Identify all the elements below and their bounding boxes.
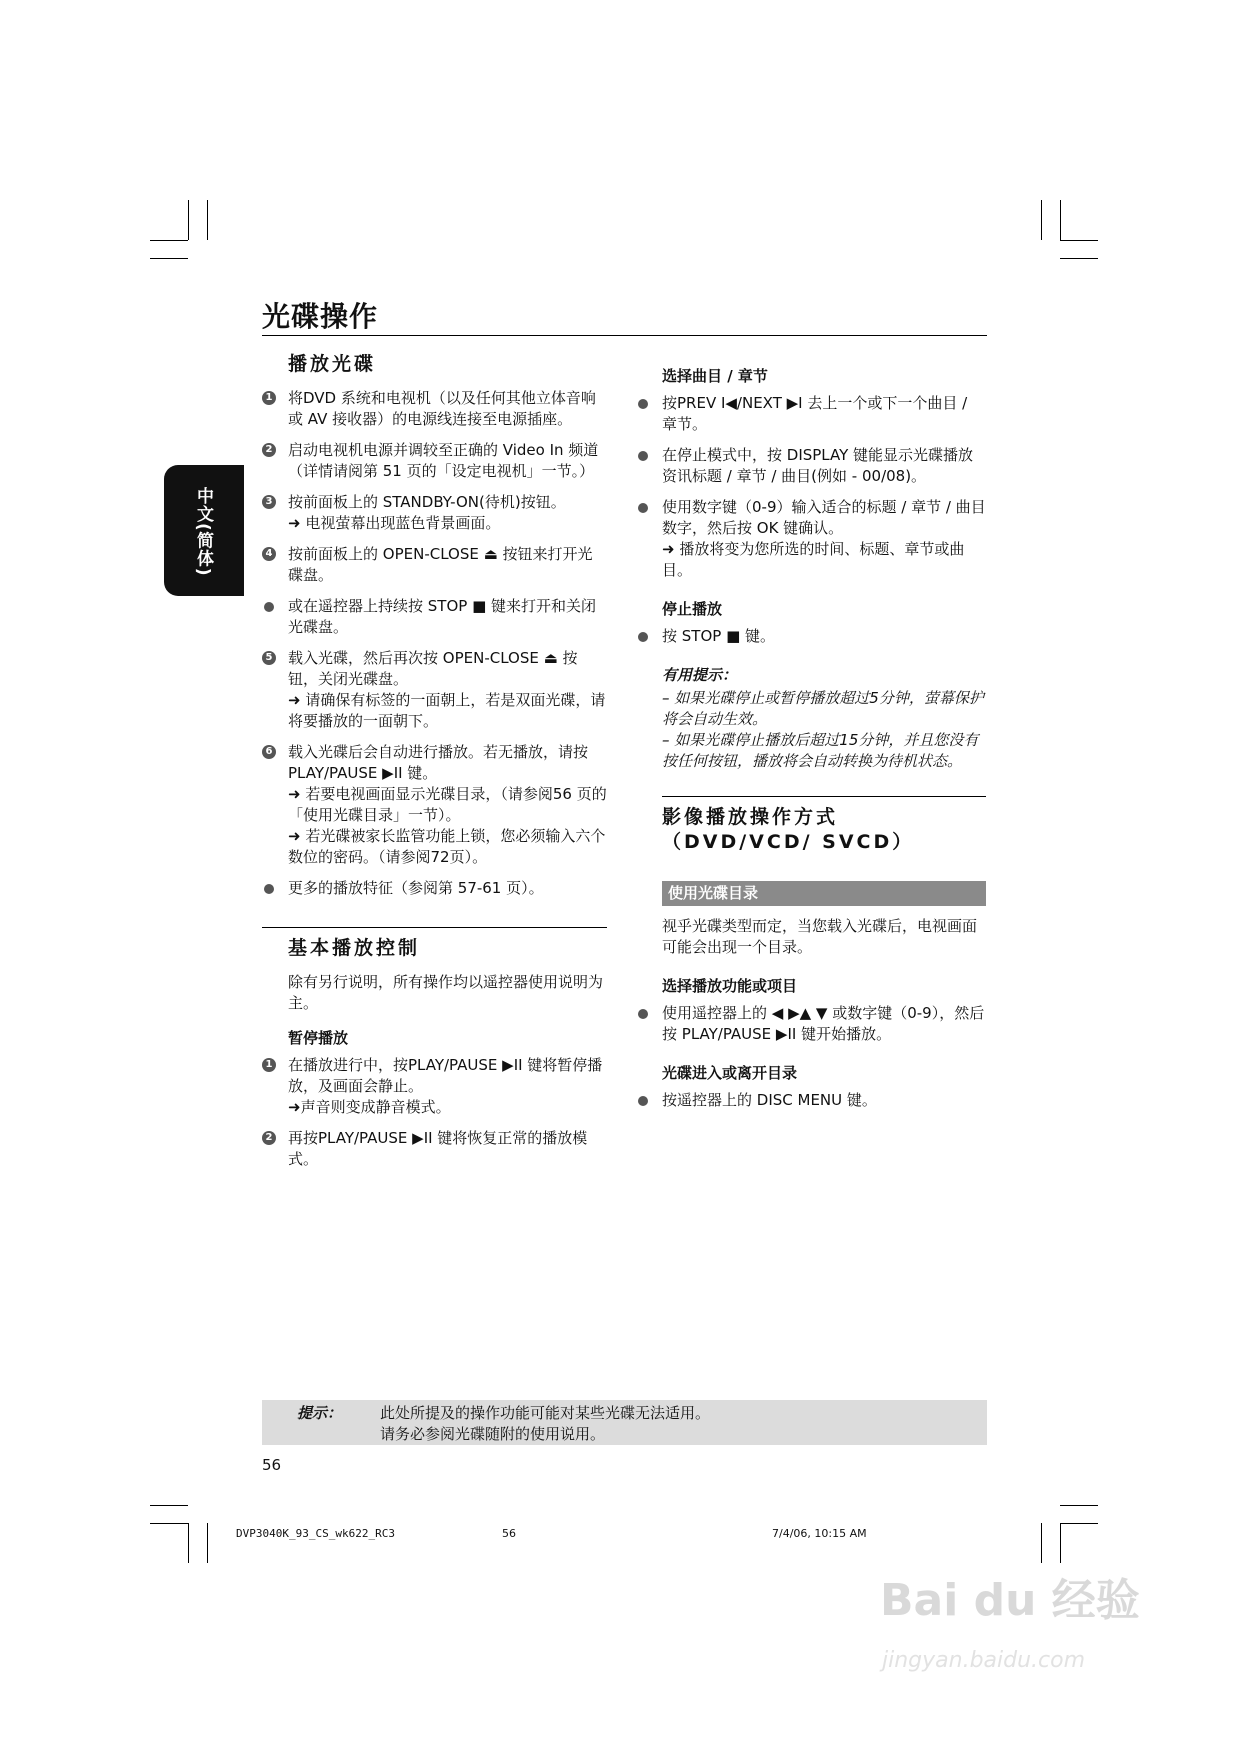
play-disc-step-item — [262, 492, 607, 534]
bullet-icon — [638, 503, 648, 513]
play-disc-steps — [262, 388, 607, 899]
play-disc-step-line: ➜ 请确保有标签的一面朝上，若是双面光碟，请将要播放的一面朝下。 — [288, 691, 606, 730]
bullet-icon — [264, 884, 274, 894]
section-heading-play-disc: 播放光碟 — [288, 353, 377, 375]
page-title: 光碟操作 — [262, 300, 379, 333]
pause-step-item — [262, 1055, 607, 1118]
basic-control-intro: 除有另行说明，所有操作均以遥控器使用说明为主。 — [288, 973, 604, 1012]
select-track-item — [636, 497, 986, 581]
footer-page: 56 — [502, 1527, 516, 1540]
play-disc-step-line: ➜ 若要电视画面显示光碟目录，（请参阅56 页的「使用光碟目录」一节）。 — [288, 785, 607, 824]
page-number: 56 — [262, 1456, 282, 1474]
choose-item-line: 使用遥控器上的 ◀ ▶▲ ▼ 或数字键（0-9），然后按 PLAY/PAUSE ▶II 键开始播放。 — [662, 1004, 985, 1043]
note-line-1: 此处所提及的操作功能可能对某些光碟无法适用。 — [380, 1404, 711, 1422]
section-divider — [262, 927, 607, 928]
step-number-marker: 1 — [262, 391, 276, 405]
stop-heading: 停止播放 — [662, 600, 723, 618]
bullet-icon — [638, 399, 648, 409]
tips-label: 有用提示： — [662, 666, 738, 684]
bullet-icon — [638, 632, 648, 642]
disc-menu-intro: 视乎光碟类型而定，当您载入光碟后，电视画面可能会出现一个目录。 — [662, 917, 978, 956]
left-column — [262, 352, 607, 1180]
video-playback-heading: 影像播放操作方式（DVD/VCD/ SVCD） — [662, 806, 915, 853]
watermark-url: jingyan.baidu.com — [882, 1648, 1086, 1673]
play-disc-step-item — [262, 596, 607, 638]
footer-file: DVP3040K_93_CS_wk622_RC3 — [236, 1527, 395, 1540]
right-column — [636, 366, 986, 1121]
play-disc-step-line: 按前面板上的 OPEN-CLOSE ⏏ 按钮来打开光碟盘。 — [288, 545, 593, 584]
note-label: 提示： — [297, 1404, 343, 1422]
select-track-line: 在停止模式中，按 DISPLAY 键能显示光碟播放资讯标题 / 章节 / 曲目(例如 - 00/08)。 — [662, 446, 974, 485]
note-box — [262, 1400, 987, 1445]
note-line-2: 请务必参阅光碟随附的使用说用。 — [380, 1425, 606, 1443]
stop-line: 按 STOP ■ 键。 — [662, 627, 776, 645]
stop-item — [636, 626, 986, 647]
bullet-icon — [638, 1009, 648, 1019]
play-disc-step-line: 载入光碟，然后再次按 OPEN-CLOSE ⏏ 按钮，关闭光碟盘。 — [288, 649, 578, 688]
pause-step-line: ➜声音则变成静音模式。 — [288, 1098, 451, 1116]
play-disc-step-item — [262, 440, 607, 482]
enter-menu-list — [636, 1090, 986, 1111]
select-track-line: 按PREV I◀/NEXT ▶I 去上一个或下一个曲目 / 章节。 — [662, 394, 968, 433]
title-divider — [262, 335, 987, 336]
select-track-heading: 选择曲目 / 章节 — [662, 367, 768, 385]
play-disc-step-item — [262, 544, 607, 586]
play-disc-step-line: ➜ 若光碟被家长监管功能上锁，您必须输入六个数位的密码。（请参阅72页）。 — [288, 827, 606, 866]
bullet-icon — [264, 602, 274, 612]
enter-menu-heading: 光碟进入或离开目录 — [662, 1064, 798, 1082]
play-disc-step-line: 或在遥控器上持续按 STOP ■ 键来打开和关闭光碟盘。 — [288, 597, 597, 636]
step-number-marker: 1 — [262, 1058, 276, 1072]
step-number-marker: 3 — [262, 495, 276, 509]
choose-item-item — [636, 1003, 986, 1045]
play-disc-step-item — [262, 648, 607, 732]
footer-timestamp: 7/4/06, 10:15 AM — [772, 1527, 867, 1540]
bullet-icon — [638, 1096, 648, 1106]
step-number-marker: 4 — [262, 547, 276, 561]
pause-steps — [262, 1055, 607, 1170]
video-divider — [662, 796, 986, 797]
tip-2: – 如果光碟停止播放后超过15分钟，并且您没有按任何按钮，播放将会自动转换为待机状态。 — [662, 731, 979, 770]
enter-menu-item — [636, 1090, 986, 1111]
play-disc-step-line: 启动电视机电源并调较至正确的 Video In 频道 — [288, 441, 599, 459]
tip-1: – 如果光碟停止或暂停播放超过5分钟，萤幕保护将会自动生效。 — [662, 689, 984, 728]
choose-item-heading: 选择播放功能或项目 — [662, 977, 798, 995]
disc-menu-bar: 使用光碟目录 — [662, 881, 986, 906]
play-disc-step-line: （详情请阅第 51 页的「设定电视机」一节。） — [288, 462, 595, 480]
play-disc-step-line: 载入光碟后会自动进行播放。若无播放，请按 PLAY/PAUSE ▶II 键。 — [288, 743, 589, 782]
select-track-line: ➜ 播放将变为您所选的时间、标题、章节或曲目。 — [662, 540, 965, 579]
pause-step-line: 再按PLAY/PAUSE ▶II 键将恢复正常的播放模式。 — [288, 1129, 588, 1168]
play-disc-step-line: 按前面板上的 STANDBY-ON(待机)按钮。 — [288, 493, 566, 511]
play-disc-step-line: 将DVD 系统和电视机（以及任何其他立体音响或 AV 接收器）的电源线连接至电源插座。 — [288, 389, 596, 428]
play-disc-step-item — [262, 742, 607, 868]
pause-step-item — [262, 1128, 607, 1170]
step-number-marker: 5 — [262, 651, 276, 665]
select-track-item — [636, 393, 986, 435]
step-number-marker: 2 — [262, 1131, 276, 1145]
choose-item-list — [636, 1003, 986, 1045]
section-heading-basic-control: 基本播放控制 — [288, 937, 421, 959]
play-disc-step-item — [262, 388, 607, 430]
step-number-marker: 6 — [262, 745, 276, 759]
select-track-list — [636, 393, 986, 581]
play-disc-step-item — [262, 878, 607, 899]
note-text — [380, 1403, 710, 1445]
bullet-icon — [638, 451, 648, 461]
watermark-logo: Bai du 经验 — [880, 1575, 1140, 1626]
step-number-marker: 2 — [262, 443, 276, 457]
language-tab — [164, 465, 244, 596]
stop-list — [636, 626, 986, 647]
language-tab-label: 中文(简体) — [193, 487, 213, 577]
enter-menu-line: 按遥控器上的 DISC MENU 键。 — [662, 1091, 877, 1109]
play-disc-step-line: ➜ 电视萤幕出现蓝色背景画面。 — [288, 514, 501, 532]
play-disc-step-line: 更多的播放特征（参阅第 57-61 页）。 — [288, 879, 544, 897]
select-track-line: 使用数字键（0-9）输入适合的标题 / 章节 / 曲目数字，然后按 OK 键确认。 — [662, 498, 986, 537]
select-track-item — [636, 445, 986, 487]
pause-heading: 暂停播放 — [288, 1029, 349, 1047]
pause-step-line: 在播放进行中，按PLAY/PAUSE ▶II 键将暂停播放，及画面会静止。 — [288, 1056, 603, 1095]
